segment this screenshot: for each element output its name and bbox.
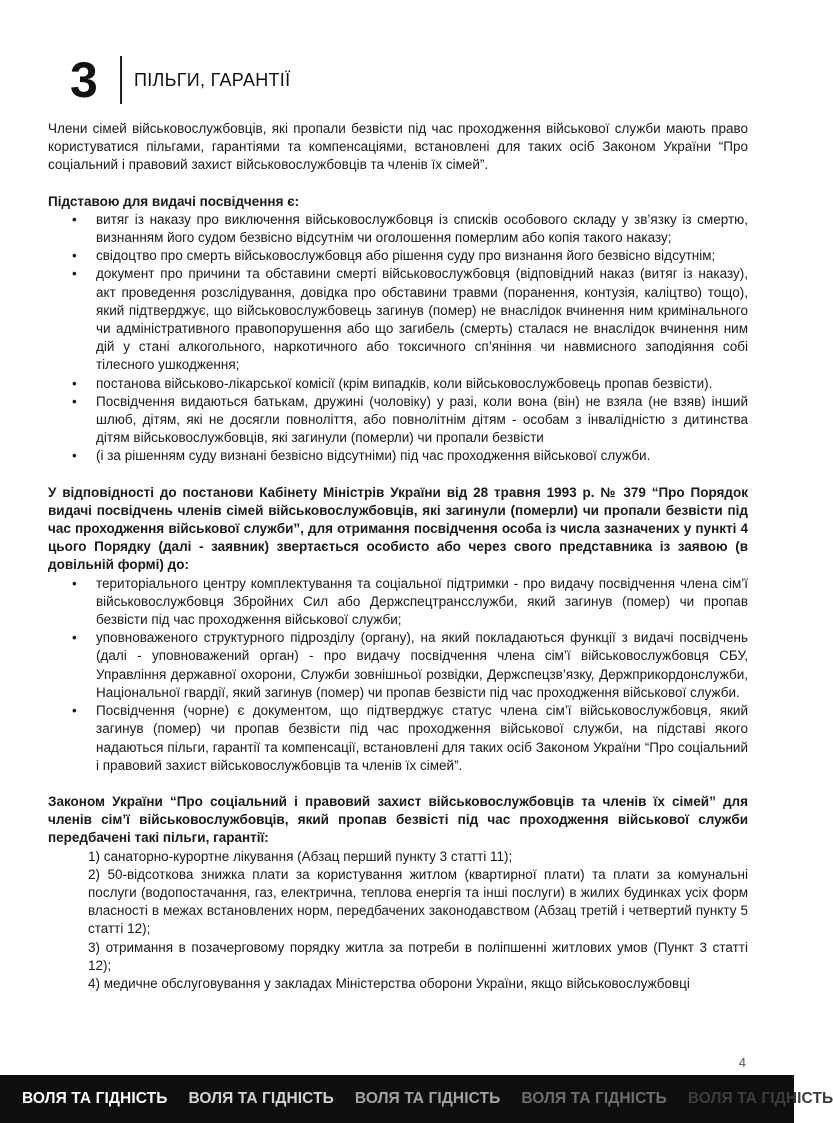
section1-heading: Підставою для видачі посвідчення є: [48, 193, 300, 209]
footer-banner [0, 1075, 833, 1123]
footer-slogan: ВОЛЯ ТА ГІДНІСТЬ [521, 1090, 667, 1107]
footer-slogan: ВОЛЯ ТА ГІДНІСТЬ [354, 1090, 501, 1107]
footer-slogan: ВОЛЯ ТА ГІДНІСТЬ [687, 1090, 833, 1107]
list-item: • Посвідчення видаються батькам, дружині (чоловіку) у разі, коли вона (він) не взяла (не взяв) інший шлюб, дітям, які не досягли повноліття, або повнолітнім дітям - особам з інвалідністю з дитинства дітям військовослужбовців, які загинули (померли) чи пропали безвісти [48, 393, 748, 448]
list-item: • документ про причини та обставини смерті військовослужбовця (відповідний наказ (витяг із наказу), акт проведення розслідування, довідка про обставини травми (поранення, контузія, каліцтво) тощо), який підтверджує, що військовослужбовець загинув (помер) не внаслідок вчинення ним кримінального чи адміністративного правопорушення або що загибель (смерть) сталася не внаслідок вчинення ним дій у стані алкогольного, наркотичного або токсичного сп’яніння чи навмисного заподіяння собі тілесного ушкодження; [48, 265, 748, 374]
section2-heading: У відповідності до постанови Кабінету Міністрів України від 28 травня 1993 р. № 379 “Про Порядок видачі посвідчень членів сімей військовослужбовців, які загинули (померли) чи пропали безвісти під час проходження військової служби”, для отримання посвідчення особа із числа зазначених у пункті 4 цього Порядку (далі - заявник) звертається особисто або через свого представника із заявою (в довільній формі) до: [48, 484, 748, 573]
section3-list [48, 848, 748, 994]
chapter-header [70, 52, 290, 108]
page-number: 4 [738, 1055, 746, 1070]
chapter-number: 3 [70, 52, 98, 108]
list-item: • витяг із наказу про виключення військовослужбовця із списків особового складу у зв’язку із смертю, визнанням його судом безвісно відсутнім чи оголошення померлим або копія такого наказу; [48, 211, 748, 247]
section1-list [48, 211, 748, 466]
list-item: • Посвідчення (чорне) є документом, що підтверджує статус члена сім’ї військовослужбовця, який загинув (помер) чи пропав безвісти під час проходження військової служби, на підставі якого надаються пільги, гарантії та компенсації, встановлені для таких осіб Законом України “Про соціальний і правовий захист військовослужбовців та членів їх сімей”. [48, 702, 748, 775]
list-item: 2) 50-відсоткова знижка плати за користування житлом (квартирної плати) та плати за комунальні послуги (водопостачання, газ, електрична, теплова енергія та інші послуги) в жилих будинках усіх форм власності в межах встановлених норм, передбачених законодавством (Абзац третій і четвертий пункту 5 статті 12); [88, 866, 748, 937]
section3-heading: Законом України “Про соціальний і правовий захист військовослужбовців та членів їх сімей” для членів сім’ї військовослужбовців, який пропав безвісті під час проходження військової служби передбачені такі пільги, гарантії: [48, 793, 748, 846]
list-item: • уповноваженого структурного підрозділу (органу), на який покладаються функції з видачі посвідчень (далі - уповноважений орган) - про видачу посвідчення члена сім’ї військовослужбовця СБУ, Управління державної охорони, Служби зовнішньої розвідки, Держспецзв’язку, Держприкордонслужби, Національної гвардії, який загинув (помер) чи пропав безвісти під час проходження військової служби. [48, 629, 748, 702]
chapter-title: ПІЛЬГИ, ГАРАНТІЇ [134, 69, 291, 90]
list-item: • постанова військово-лікарської комісії (крім випадків, коли військовослужбовець пропав безвісти). [48, 375, 748, 393]
list-item: • територіального центру комплектування та соціальної підтримки - про видачу посвідчення члена сім’ї військовослужбовця Збройних Сил або Держспецтрансслужби, який загинув (помер) чи пропав безвісти під час проходження військової служби; [48, 575, 748, 630]
intro-paragraph: Члени сімей військовослужбовців, які пропали безвісти під час проходження військової служби мають право користуватися пільгами, гарантіями та компенсаціями, встановлені для таких осіб Законом України “Про соціальний і правовий захист військовослужбовців та членів їх сімей”. [48, 121, 748, 173]
page-content [48, 120, 748, 993]
list-item: 4) медичне обслуговування у закладах Міністерства оборони України, якщо військовослужбовці [88, 975, 690, 991]
list-item: 3) отримання в позачерговому порядку житла за потреби в поліпшенні житлових умов (Пункт 3 статті 12); [88, 939, 748, 973]
section2-list [48, 575, 748, 775]
footer-slogan: ВОЛЯ ТА ГІДНІСТЬ [188, 1090, 334, 1107]
header-divider [120, 56, 122, 104]
list-item: 1) санаторно-курортне лікування (Абзац перший пункту 3 статті 11); [88, 848, 513, 864]
list-item: • (і за рішенням суду визнані безвісно відсутніми) під час проходження військової служби. [48, 447, 748, 465]
footer-slogan: ВОЛЯ ТА ГІДНІСТЬ [22, 1090, 168, 1107]
list-item: • свідоцтво про смерть військовослужбовця або рішення суду про визнання його безвісно відсутнім; [48, 247, 748, 265]
